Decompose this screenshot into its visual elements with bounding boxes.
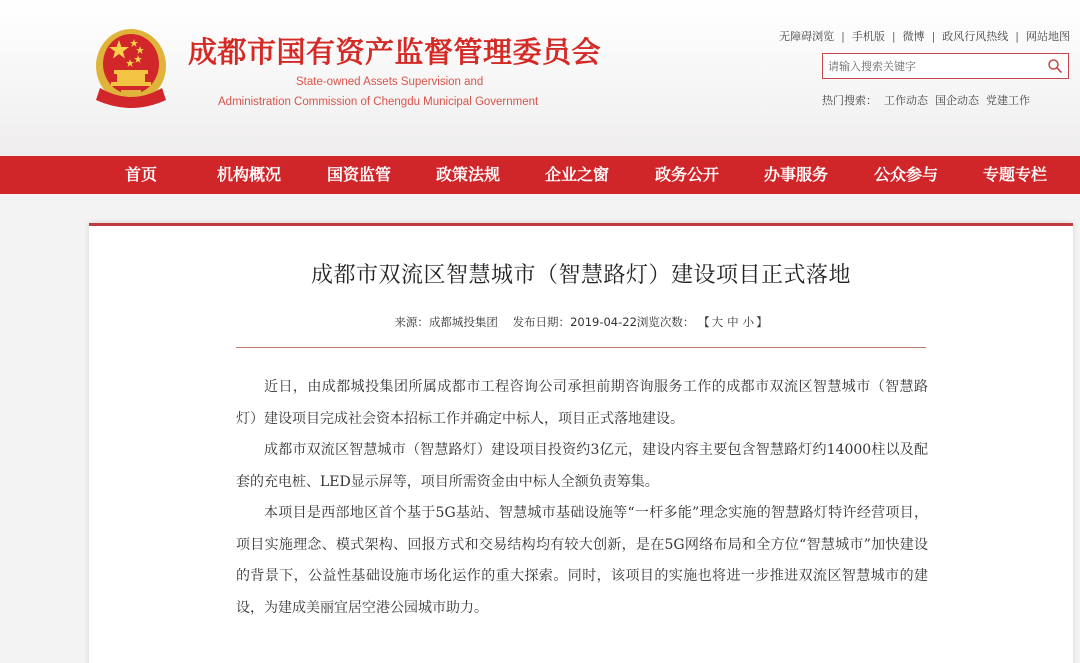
separator: | [891,29,896,43]
nav-item-enterprises[interactable]: 企业之窗 [545,165,610,184]
date-label: 发布日期： [512,315,571,329]
site-title: 成都市国有资产监督管理委员会 [188,35,602,69]
accessibility-link[interactable]: 无障碍浏览 [779,30,835,43]
separator: | [931,29,936,43]
main-nav [0,156,1080,194]
nav-item-participation[interactable]: 公众参与 [874,165,939,184]
nav-item-services[interactable]: 办事服务 [764,165,829,184]
source-label: 来源： [394,315,429,329]
source-value: 成都城投集团 [428,315,498,329]
nav-item-special-topics[interactable]: 专题专栏 [983,165,1048,184]
nav-item-gov-affairs[interactable]: 政务公开 [655,165,720,184]
font-size-bracket-close: 】 [756,315,768,329]
article-paragraph: 近日，由成都城投集团所属成都市工程咨询公司承担前期咨询服务工作的成都市双流区智慧城市（智慧路灯）建设项目完成社会资本招标工作并确定中标人，项目正式落地建设。 [236,379,928,427]
sitemap-link[interactable]: 网站地图 [1026,30,1070,43]
search-icon[interactable] [1047,58,1063,74]
hot-search-soe-news[interactable]: 国企动态 [935,94,979,107]
hot-search-work-news[interactable]: 工作动态 [884,94,928,107]
article-meta [89,314,1073,330]
article-body [236,372,928,624]
top-links [779,28,1070,44]
search-input[interactable] [823,54,1041,78]
article-paragraph: 本项目是西部地区首个基于5G基站、智慧城市基础设施等“一杆多能”理念实施的智慧路灯特许经营项目，项目实施理念、模式架构、回报方式和交易结构均有较大创新，是在5G网络布局和全方位“智慧城市”加快建设的背景下，公益性基础设施市场化运作的重大探索。同时，该项目的实施也将进一步推进双流区智慧城市的建设，为建成美丽宜居空港公园城市助力。 [236,505,928,616]
article-paragraph: 成都市双流区智慧城市（智慧路灯）建设项目投资约3亿元，建设内容主要包含智慧路灯约14000柱以及配套的充电桩、LED显示屏等，项目所需资金由中标人全额负责筹集。 [236,442,928,490]
article-card [89,223,1073,663]
separator: | [1015,29,1019,43]
nav-item-home[interactable]: 首页 [125,165,158,184]
site-header [0,0,1080,156]
font-size-medium-button[interactable]: 中 [727,315,739,329]
meta-divider [236,347,926,348]
nav-item-about[interactable]: 机构概况 [217,165,282,184]
site-subtitle-en-line2: Administration Commission of Chengdu Municipal Government [218,96,539,108]
nav-item-policies[interactable]: 政策法规 [436,165,501,184]
date-value: 2019-04-22 [570,315,637,329]
hot-search-party-building[interactable]: 党建工作 [986,94,1030,107]
font-size-large-button[interactable]: 大 [711,315,724,329]
font-size-small-button[interactable]: 小 [742,315,755,329]
hot-search-label: 热门搜索： [822,94,877,107]
hot-search [822,92,1030,108]
hotline-link[interactable]: 政风行风热线 [942,30,1009,43]
search-box [822,53,1069,79]
views-label: 浏览次数： [636,315,695,329]
weibo-link[interactable]: 微博 [902,30,925,43]
site-subtitle-en-line1: State-owned Assets Supervision and [296,76,484,88]
mobile-version-link[interactable]: 手机版 [851,30,885,43]
national-emblem-icon [94,26,168,110]
font-size-bracket-open: 【 [698,315,710,329]
article-title: 成都市双流区智慧城市（智慧路灯）建设项目正式落地 [310,263,851,288]
nav-item-supervision[interactable]: 国资监管 [327,165,392,184]
separator: | [841,29,845,43]
